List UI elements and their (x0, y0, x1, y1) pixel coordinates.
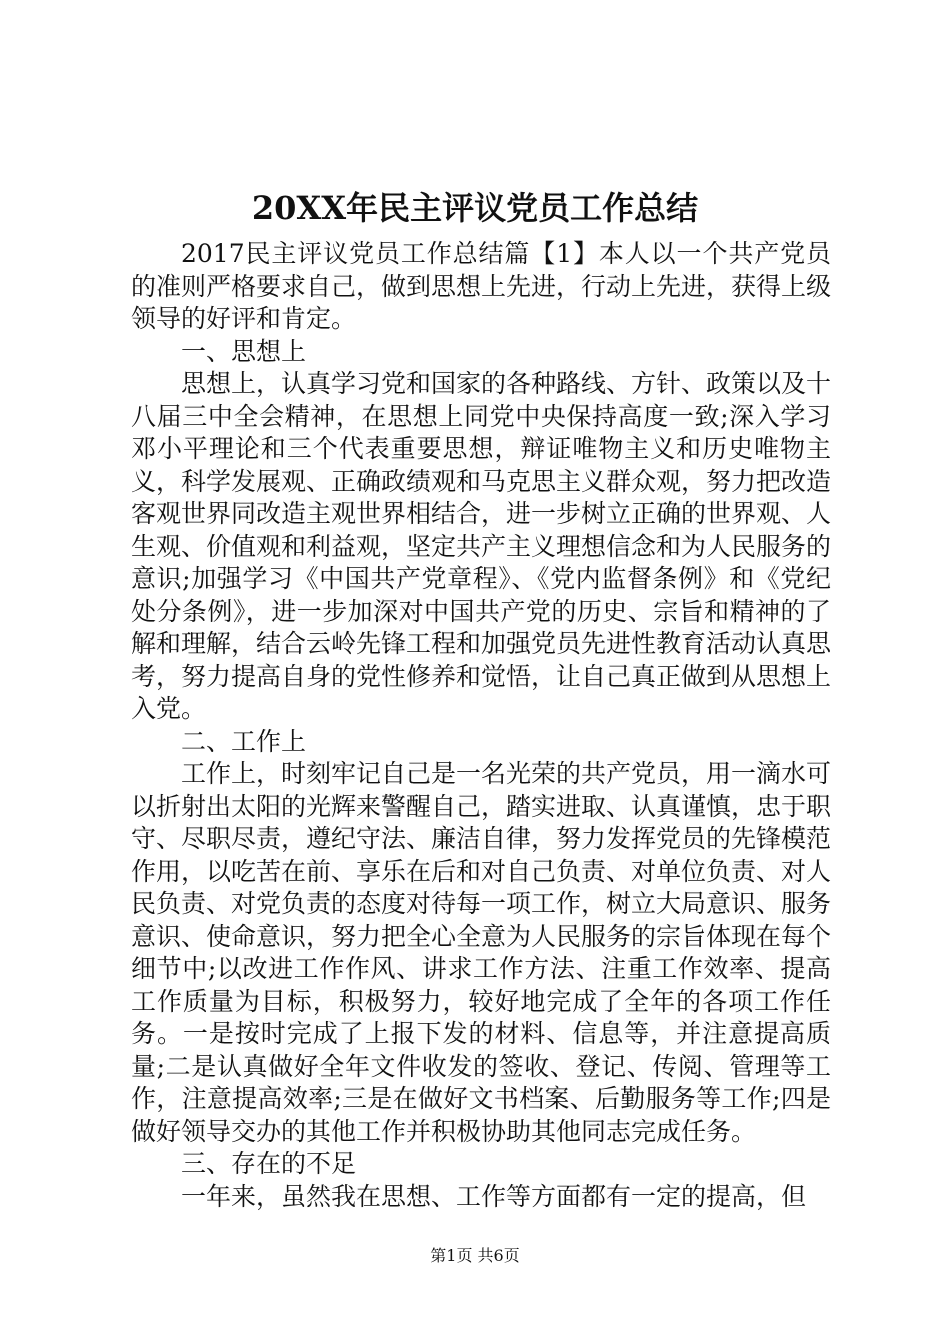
intro-paragraph: 2017民主评议党员工作总结篇【1】本人以一个共产党员的准则严格要求自己，做到思想上先进，行动上先进，获得上级领导的好评和肯定。 (131, 239, 832, 333)
section-heading-thought: 一、思想上 (181, 336, 307, 366)
shortcomings-paragraph: 一年来，虽然我在思想、工作等方面都有一定的提高，但 (181, 1181, 807, 1211)
thought-paragraph: 思想上，认真学习党和国家的各种路线、方针、政策以及十八届三中全会精神，在思想上同党中央保持高度一致;深入学习邓小平理论和三个代表重要思想，辩证唯物主义和历史唯物主义，科学发展观、正确政绩观和马克思主义群众观，努力把改造客观世界同改造主观世界相结合，进一步树立正确的世界观、人生观、价值观和利益观，坚定共产主义理想信念和为人民服务的意识;加强学习《中国共产党章程》、《党内监督条例》和《党纪处分条例》，进一步加深对中国共产党的历史、宗旨和精神的了解和理解，结合云岭先锋工程和加强党员先进性教育活动认真思考，努力提高自身的党性修养和觉悟，让自己真正做到从思想上入党。 (131, 369, 832, 723)
section-heading-work: 二、工作上 (181, 726, 307, 756)
document-body (131, 238, 831, 1213)
section-heading-shortcomings: 三、存在的不足 (181, 1149, 357, 1178)
page-number-footer: 第1页 共6页 (430, 1246, 520, 1265)
work-paragraph: 工作上，时刻牢记自己是一名光荣的共产党员，用一滴水可以折射出太阳的光辉来警醒自己，踏实进取、认真谨慎，忠于职守、尽职尽责，遵纪守法、廉洁自律，努力发挥党员的先锋模范作用，以吃苦在前、享乐在后和对自己负责、对单位负责、对人民负责、对党负责的态度对待每一项工作，树立大局意识、服务意识、使命意识，努力把全心全意为人民服务的宗旨体现在每个细节中;以改进工作作风、讲求工作方法、注重工作效率、提高工作质量为目标，积极努力，较好地完成了全年的各项工作任务。一是按时完成了上报下发的材料、信息等，并注意提高质量;二是认真做好全年文件收发的签收、登记、传阅、管理等工作，注意提高效率;三是在做好文书档案、后勤服务等工作;四是做好领导交办的其他工作并积极协助其他同志完成任务。 (131, 759, 832, 1146)
document-title: 20XX年民主评议党员工作总结 (251, 189, 699, 227)
